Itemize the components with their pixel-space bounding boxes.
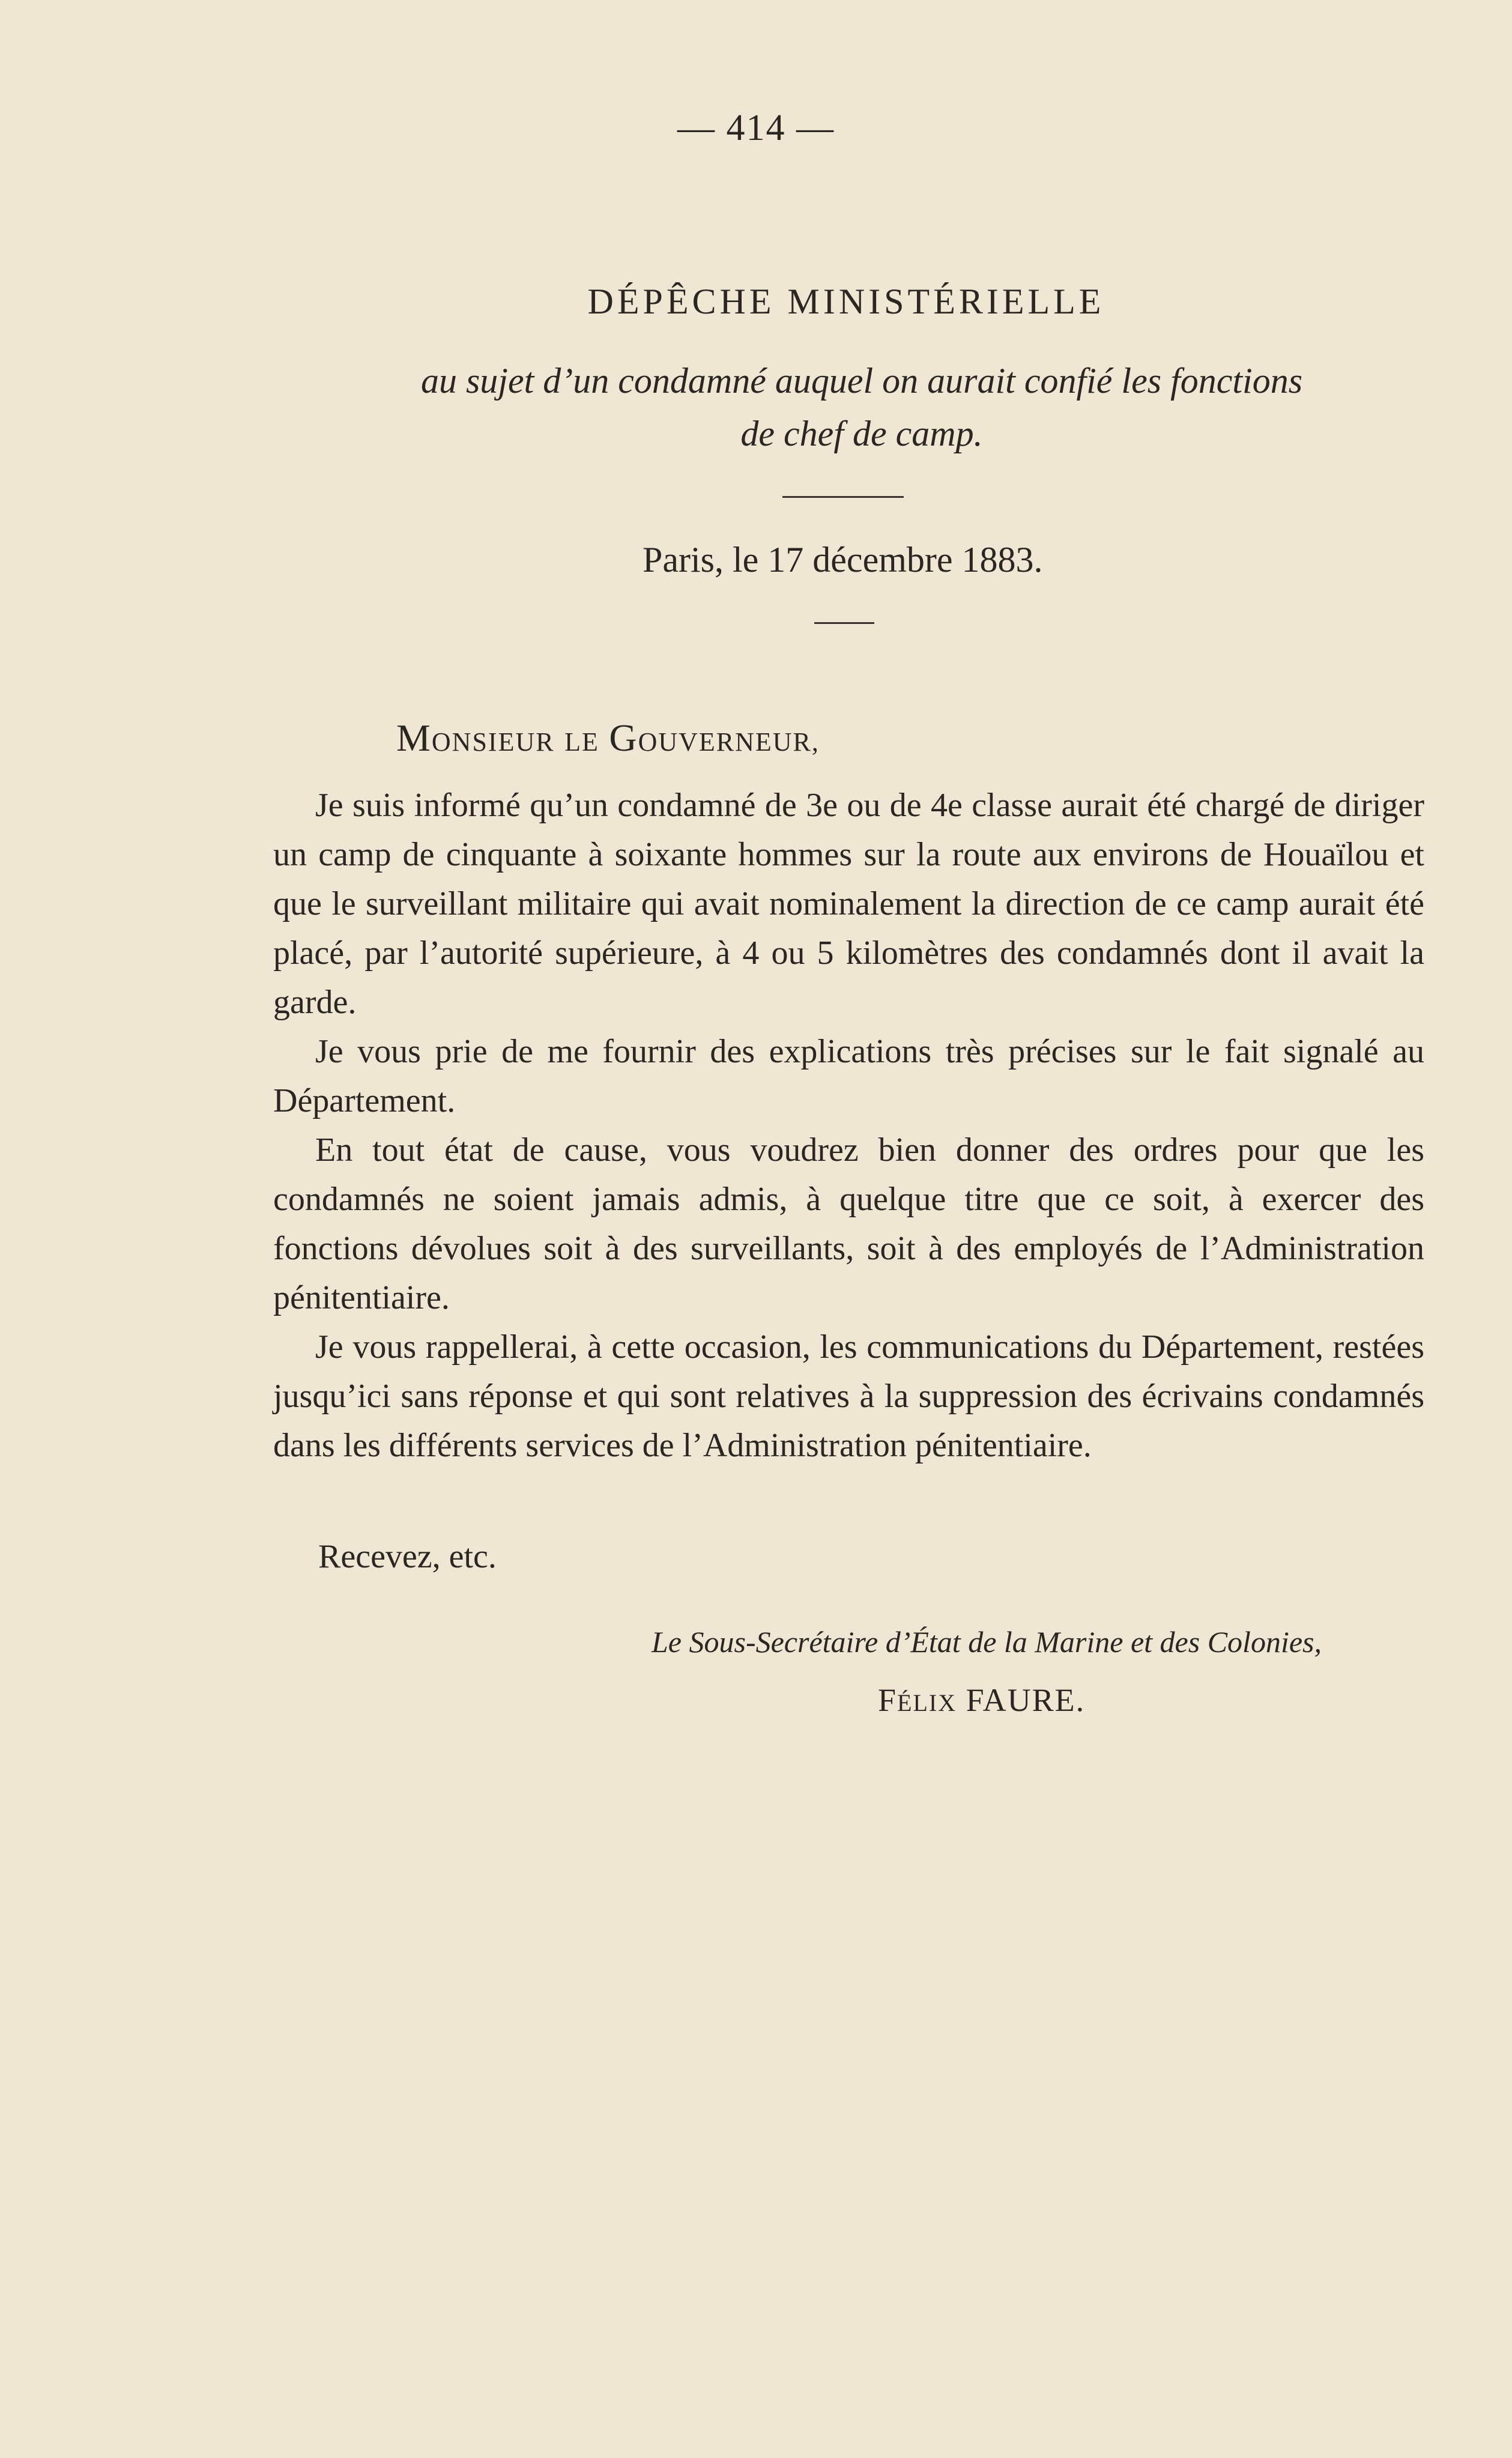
salutation-initial-m: M	[396, 716, 432, 759]
signature-initial: F	[878, 1682, 898, 1718]
divider-rule-short	[814, 622, 874, 624]
letter-body	[273, 781, 1424, 1470]
signature-lastname: FAURE.	[966, 1682, 1086, 1718]
closing: Recevez, etc.	[318, 1538, 497, 1575]
salutation	[396, 716, 820, 760]
page-number: — 414 —	[677, 107, 835, 148]
paragraph: Je vous rappellerai, à cette occasion, les communications du Département, restées jusqu’ici sans réponse et qui sont relatives à la suppression des écrivains condamnés dans les différents services de l’Administration pénitentiaire.	[273, 1328, 1424, 1464]
subtitle-line-1: au sujet d’un condamné auquel on aurait confié les fonctions	[420, 361, 1303, 401]
salutation-word-monsieur: ONSIEUR	[431, 727, 555, 757]
signature-title: Le Sous-Secrétaire d’État de la Marine et des Colonies,	[652, 1625, 1322, 1659]
paragraph: Je suis informé qu’un condamné de 3e ou de 4e classe aurait été chargé de diriger un camp de cinquante à soixante hommes sur la route aux environs de Houaïlou et que le surveillant militaire qui avait nominalement la direction de ce camp aurait été placé, par l’autorité supérieure, à 4 ou 5 kilomètres des condamnés dont il avait la garde.	[273, 787, 1424, 1021]
paragraph: En tout état de cause, vous voudrez bien donner des ordres pour que les condamnés ne soient jamais admis, à quelque titre que ce soit, à exercer des fonctions dévolues soit à des surveillants, soit à des employés de l’Administration pénitentiaire.	[273, 1131, 1424, 1316]
signature-name	[878, 1682, 1085, 1719]
paragraph: Je vous prie de me fournir des explications très précises sur le fait signalé au Département.	[273, 1033, 1424, 1119]
signature-firstname: ÉLIX	[897, 1689, 957, 1716]
salutation-initial-g: G	[609, 716, 638, 759]
document-subtitle	[336, 354, 1387, 460]
subtitle-line-2: de chef de camp.	[740, 414, 983, 453]
document-title: DÉPÊCHE MINISTÉRIELLE	[587, 282, 1105, 321]
salutation-word-gouverneur: OUVERNEUR,	[638, 727, 820, 757]
divider-rule	[782, 496, 904, 498]
salutation-word-le: LE	[564, 727, 599, 757]
dateline: Paris, le 17 décembre 1883.	[643, 540, 1043, 580]
